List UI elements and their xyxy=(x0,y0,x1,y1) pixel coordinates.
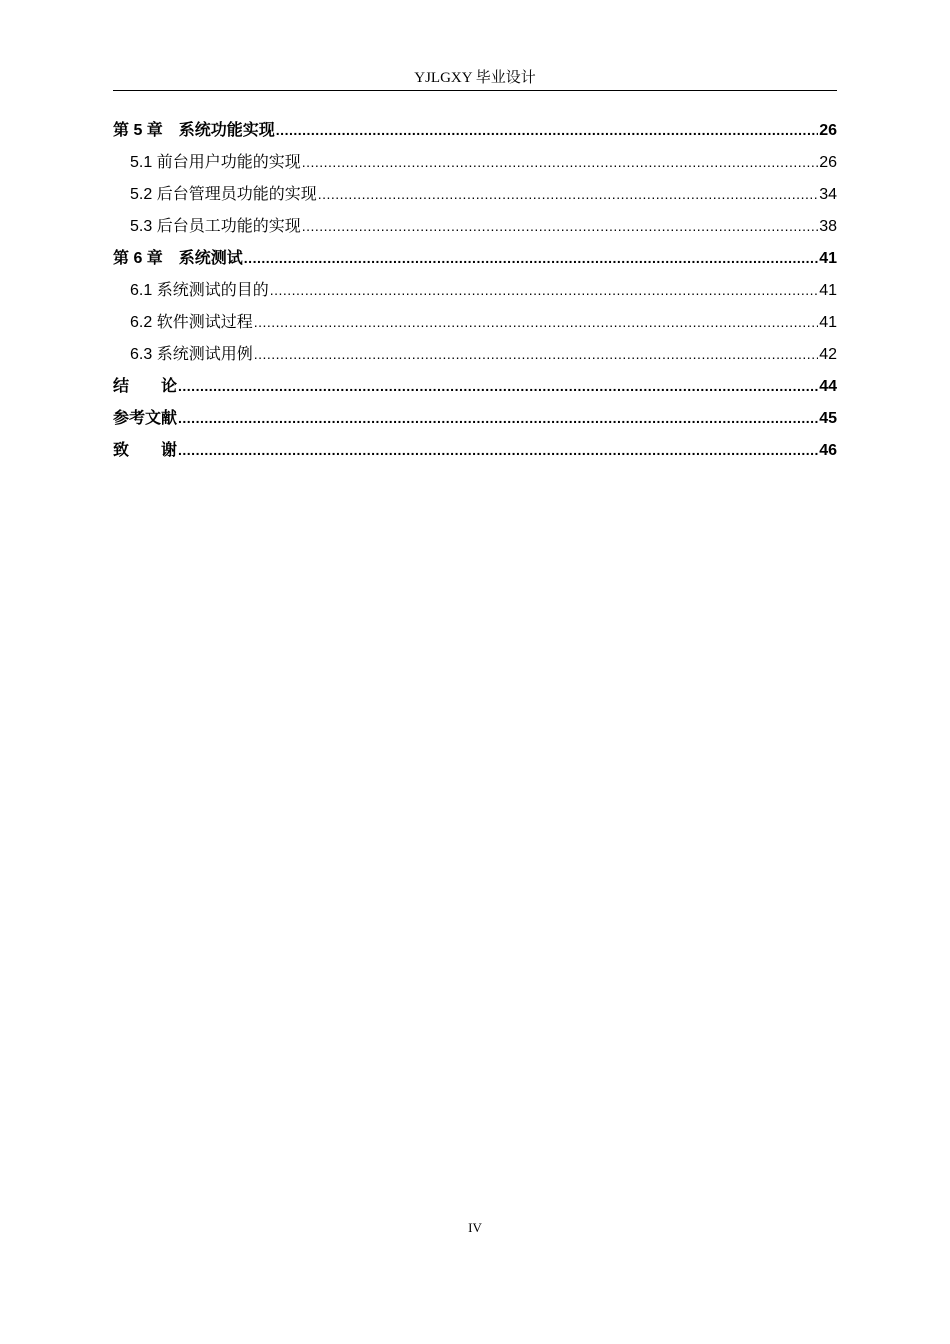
toc-entry-label: 参考文献 xyxy=(113,410,178,427)
toc-entry-page: 42 xyxy=(819,346,837,363)
toc-leader-dots xyxy=(302,146,819,178)
toc-entry-page: 41 xyxy=(819,314,837,331)
toc-entry-label: 5.3 后台员工功能的实现 xyxy=(130,218,301,235)
page-number: IV xyxy=(468,1220,482,1235)
toc-entry-label: 6.2 软件测试过程 xyxy=(130,314,253,331)
toc-entry-page: 26 xyxy=(819,154,837,171)
toc-entry-label: 第 6 章 系统测试 xyxy=(113,250,243,267)
toc-entry[interactable] xyxy=(113,178,837,210)
toc-entry-label: 致 谢 xyxy=(113,442,178,459)
toc-entry-label: 5.2 后台管理员功能的实现 xyxy=(130,186,317,203)
toc-leader-dots xyxy=(318,178,819,210)
toc-entry[interactable] xyxy=(113,210,837,242)
toc-leader-dots xyxy=(276,114,818,146)
toc-entry-page: 44 xyxy=(819,378,837,395)
toc-leader-dots xyxy=(178,434,818,466)
toc-entry[interactable] xyxy=(113,370,837,402)
toc-entry-page: 41 xyxy=(819,282,837,299)
toc-entry[interactable] xyxy=(113,338,837,370)
toc-entry[interactable] xyxy=(113,434,837,466)
toc-entry[interactable] xyxy=(113,306,837,338)
toc-leader-dots xyxy=(270,274,819,306)
toc-entry[interactable] xyxy=(113,402,837,434)
toc-entry-page: 26 xyxy=(819,122,837,139)
toc-entry-page: 45 xyxy=(819,410,837,427)
toc-leader-dots xyxy=(178,402,818,434)
toc-leader-dots xyxy=(302,210,819,242)
toc-entry[interactable] xyxy=(113,146,837,178)
toc-entry-page: 34 xyxy=(819,186,837,203)
toc-entry-label: 结 论 xyxy=(113,378,178,395)
toc-entry-label: 6.3 系统测试用例 xyxy=(130,346,253,363)
toc-entry-label: 第 5 章 系统功能实现 xyxy=(113,122,275,139)
toc-entry-label: 6.1 系统测试的目的 xyxy=(130,282,269,299)
toc-entry-page: 41 xyxy=(819,250,837,267)
toc-leader-dots xyxy=(254,338,819,370)
page-header: YJLGXY 毕业设计 xyxy=(113,66,837,91)
toc-entry[interactable] xyxy=(113,114,837,146)
toc-entry-page: 38 xyxy=(819,218,837,235)
toc-entry[interactable] xyxy=(113,274,837,306)
toc-entry-label: 5.1 前台用户功能的实现 xyxy=(130,154,301,171)
toc-entry-page: 46 xyxy=(819,442,837,459)
toc-leader-dots xyxy=(178,370,818,402)
toc-leader-dots xyxy=(244,242,818,274)
toc-entry[interactable] xyxy=(113,242,837,274)
toc-leader-dots xyxy=(254,306,819,338)
table-of-contents xyxy=(113,114,837,466)
